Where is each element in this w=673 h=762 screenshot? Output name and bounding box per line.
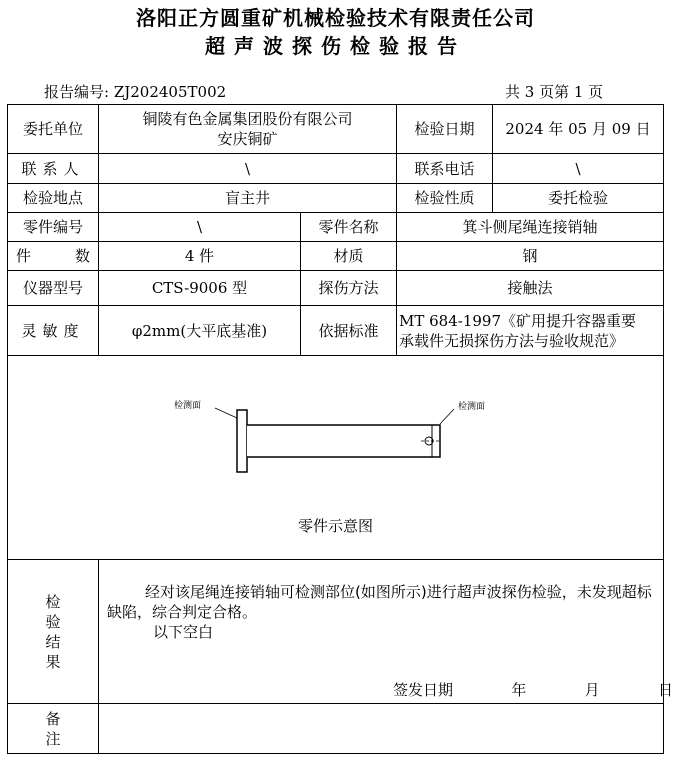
remarks-value bbox=[99, 704, 664, 754]
table-row bbox=[8, 242, 664, 271]
report-number: 报告编号: ZJ202405T002 bbox=[44, 83, 227, 101]
contact-value: \ bbox=[99, 154, 397, 184]
table-row bbox=[8, 271, 664, 306]
page-count: 共 3 页第 1 页 bbox=[505, 83, 604, 101]
standard-label: 依据标准 bbox=[301, 306, 397, 356]
sensitivity-label: 灵敏度 bbox=[8, 306, 99, 356]
result-label: 检 验 结 果 bbox=[8, 560, 99, 704]
table-row bbox=[8, 306, 664, 356]
nature-label: 检验性质 bbox=[397, 184, 493, 213]
diagram-caption: 零件示意图 bbox=[297, 517, 373, 535]
table-row bbox=[8, 154, 664, 184]
client-label: 委托单位 bbox=[8, 105, 99, 154]
result-content bbox=[99, 560, 673, 704]
material-value: 钢 bbox=[397, 242, 664, 271]
issue-date-day: 日 bbox=[657, 681, 673, 699]
part-diagram bbox=[8, 356, 664, 560]
table-row bbox=[8, 105, 664, 154]
part-number-value: \ bbox=[99, 213, 301, 242]
quantity-label: 件 数 bbox=[8, 242, 99, 271]
issue-date bbox=[393, 680, 673, 700]
method-value: 接触法 bbox=[397, 271, 664, 306]
pin-shaft bbox=[247, 425, 440, 457]
report-table bbox=[7, 104, 673, 754]
table-row bbox=[8, 184, 664, 213]
result-text: 经对该尾绳连接销轴可检测部位(如图所示)进行超声波探伤检验，未发现超标缺陷，综合判定合格。 bbox=[107, 583, 652, 621]
part-name-label: 零件名称 bbox=[301, 213, 397, 242]
blank-note: 以下空白 bbox=[153, 623, 214, 641]
result-row bbox=[8, 560, 664, 704]
issue-date-year: 年 bbox=[511, 681, 527, 699]
right-surface-label: 检测面 bbox=[458, 402, 486, 412]
right-leader-line bbox=[440, 409, 454, 424]
sensitivity-value: φ2mm(大平底基准) bbox=[99, 306, 301, 356]
date-label: 检验日期 bbox=[397, 105, 493, 154]
place-value: 盲主井 bbox=[99, 184, 397, 213]
left-leader-line bbox=[215, 408, 237, 418]
company-name: 洛阳正方圆重矿机械检验技术有限责任公司 bbox=[136, 6, 535, 30]
material-label: 材质 bbox=[301, 242, 397, 271]
table-row bbox=[8, 213, 664, 242]
diagram-row bbox=[8, 356, 664, 560]
date-value: 2024 年 05 月 09 日 bbox=[493, 105, 664, 154]
instrument-value: CTS-9006 型 bbox=[99, 271, 301, 306]
instrument-label: 仪器型号 bbox=[8, 271, 99, 306]
quantity-value: 4 件 bbox=[99, 242, 301, 271]
remarks-row bbox=[8, 704, 664, 754]
phone-label: 联系电话 bbox=[397, 154, 493, 184]
issue-date-month: 月 bbox=[584, 681, 600, 699]
left-surface-label: 检测面 bbox=[174, 401, 202, 411]
part-number-label: 零件编号 bbox=[8, 213, 99, 242]
contact-label: 联系人 bbox=[8, 154, 99, 184]
phone-value: \ bbox=[493, 154, 664, 184]
method-label: 探伤方法 bbox=[301, 271, 397, 306]
report-title: 超声波探伤检验报告 bbox=[205, 34, 466, 58]
standard-value: MT 684-1997《矿用提升容器重要 承载件无损探伤方法与验收规范》 bbox=[397, 306, 664, 356]
place-label: 检验地点 bbox=[8, 184, 99, 213]
issue-date-label: 签发日期 bbox=[393, 681, 454, 699]
part-name-value: 箕斗侧尾绳连接销轴 bbox=[397, 213, 664, 242]
pin-head bbox=[237, 410, 247, 472]
client-value: 铜陵有色金属集团股份有限公司 安庆铜矿 bbox=[99, 105, 397, 154]
nature-value: 委托检验 bbox=[493, 184, 664, 213]
remarks-label: 备 注 bbox=[8, 704, 99, 754]
